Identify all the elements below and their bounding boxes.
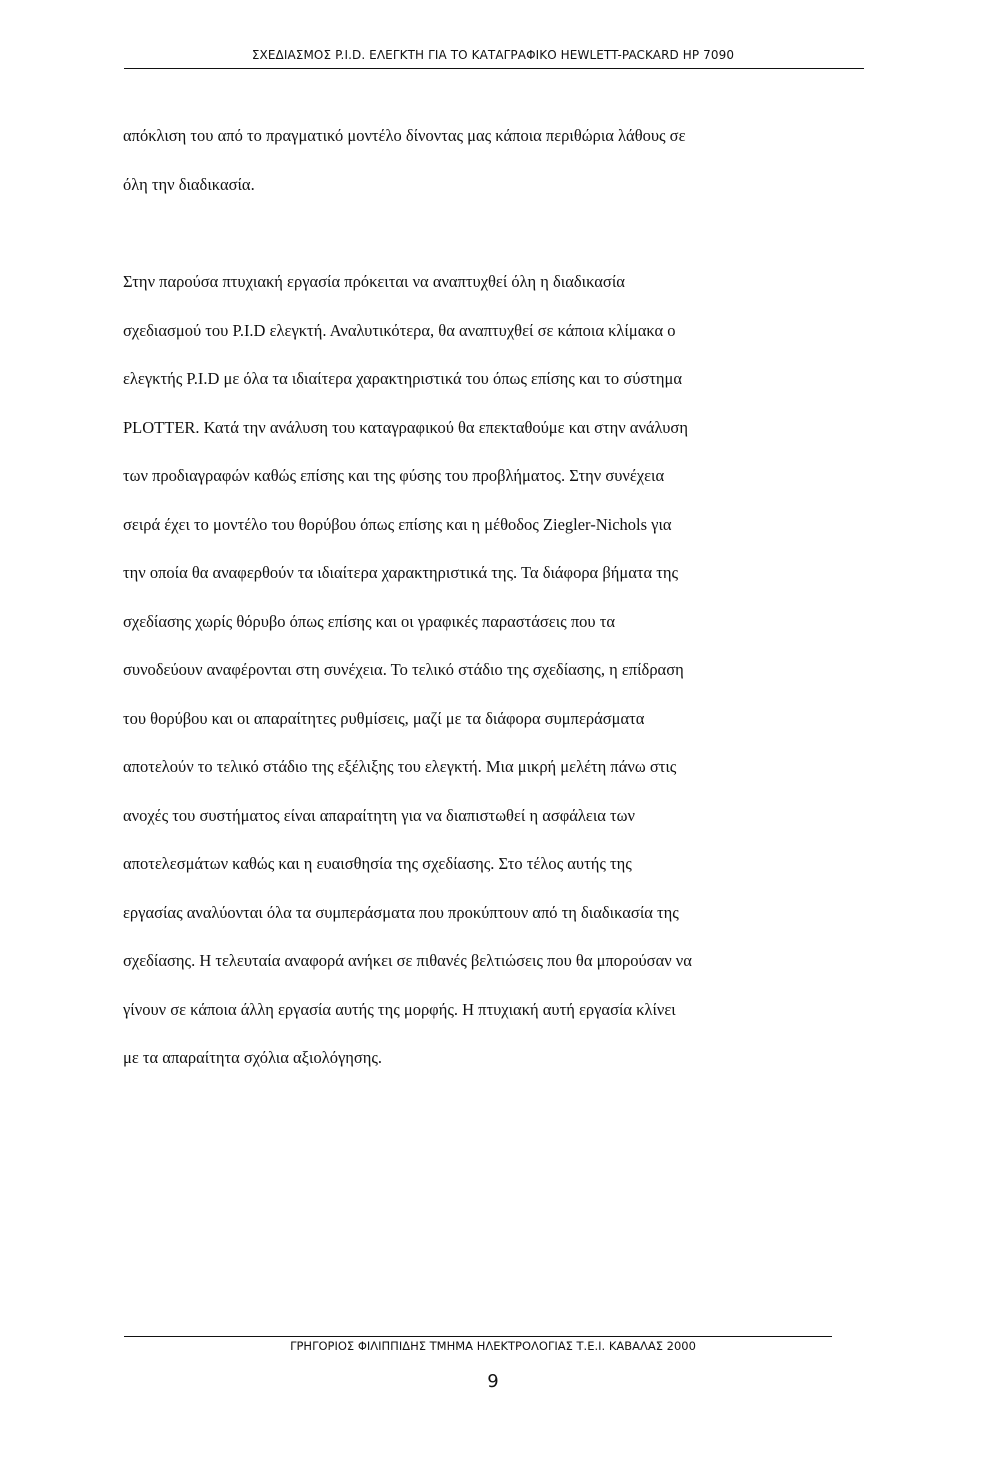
text-line: ανοχές του συστήματος είναι απαραίτητη για να διαπιστωθεί η ασφάλεια των [123, 805, 635, 825]
page-number: 9 [487, 1371, 499, 1392]
text-line: την οποία θα αναφερθούν τα ιδιαίτερα χαρακτηριστικά της. Τα διάφορα βήματα της [123, 563, 679, 582]
body-text [123, 112, 868, 1083]
text-line: απόκλιση του από το πραγματικό μοντέλο δίνοντας μας κάποια περιθώρια λάθους σε [123, 126, 686, 145]
text-line: σχεδίασης. Η τελευταία αναφορά ανήκει σε πιθανές βελτιώσεις που θα μπορούσαν να [123, 951, 692, 970]
text-line: με τα απαραίτητα σχόλια αξιολόγησης. [123, 1048, 383, 1067]
text-line: σειρά έχει το μοντέλο του θορύβου όπως επίσης και η μέθοδος Ziegler-Nichols για [123, 514, 672, 534]
footer-rule [124, 1336, 832, 1337]
text-line: εργασίας αναλύονται όλα τα συμπεράσματα που προκύπτουν από τη διαδικασία της [123, 902, 679, 922]
text-line: Στην παρούσα πτυχιακή εργασία πρόκειται να αναπτυχθεί όλη η διαδικασία [123, 272, 625, 291]
text-line: ελεγκτής P.I.D με όλα τα ιδιαίτερα χαρακτηριστικά του όπως επίσης και το σύστημα [123, 369, 683, 388]
text-line: αποτελεσμάτων καθώς και η ευαισθησία της σχεδίασης. Στο τέλος αυτής της [123, 854, 632, 873]
text-line: συνοδεύουν αναφέρονται στη συνέχεια. Το τελικό στάδιο της σχεδίασης, η επίδραση [123, 660, 684, 679]
text-line: PLOTTER. Κατά την ανάλυση του καταγραφικού θα επεκταθούμε και στην ανάλυση [123, 417, 688, 437]
running-header: ΣΧΕΔΙΑΣΜΟΣ P.I.D. ΕΛΕΓΚΤΗ ΓΙΑ ΤΟ ΚΑΤΑΓΡΑΦΙΚΟ HEWLETT-PACKARD HP 7090 [251, 48, 735, 62]
text-line: σχεδίασης χωρίς θόρυβο όπως επίσης και οι γραφικές παραστάσεις που τα [123, 611, 615, 631]
text-line: των προδιαγραφών καθώς επίσης και της φύσης του προβλήματος. Στην συνέχεια [123, 466, 665, 485]
text-line: του θορύβου και οι απαραίτητες ρυθμίσεις, μαζί με τα διάφορα συμπεράσματα [123, 708, 645, 728]
paragraph-1 [123, 112, 868, 209]
footer-author-line: ΓΡΗΓΟΡΙΟΣ ΦΙΛΙΠΠΙΔΗΣ ΤΜΗΜΑ ΗΛΕΚΤΡΟΛΟΓΙΑΣ Τ.Ε.Ι. ΚΑΒΑΛΑΣ 2000 [290, 1339, 696, 1353]
paragraph-gap [123, 209, 868, 258]
text-line: γίνουν σε κάποια άλλη εργασία αυτής της μορφής. Η πτυχιακή αυτή εργασία κλίνει [123, 999, 676, 1019]
header-rule [124, 68, 864, 69]
paragraph-2 [123, 258, 868, 1083]
text-line: σχεδιασμού του P.I.D ελεγκτή. Αναλυτικότερα, θα αναπτυχθεί σε κάποια κλίμακα ο [123, 320, 676, 340]
text-line: αποτελούν το τελικό στάδιο της εξέλιξης του ελεγκτή. Μια μικρή μελέτη πάνω στις [123, 757, 677, 776]
text-line: όλη την διαδικασία. [123, 174, 255, 194]
